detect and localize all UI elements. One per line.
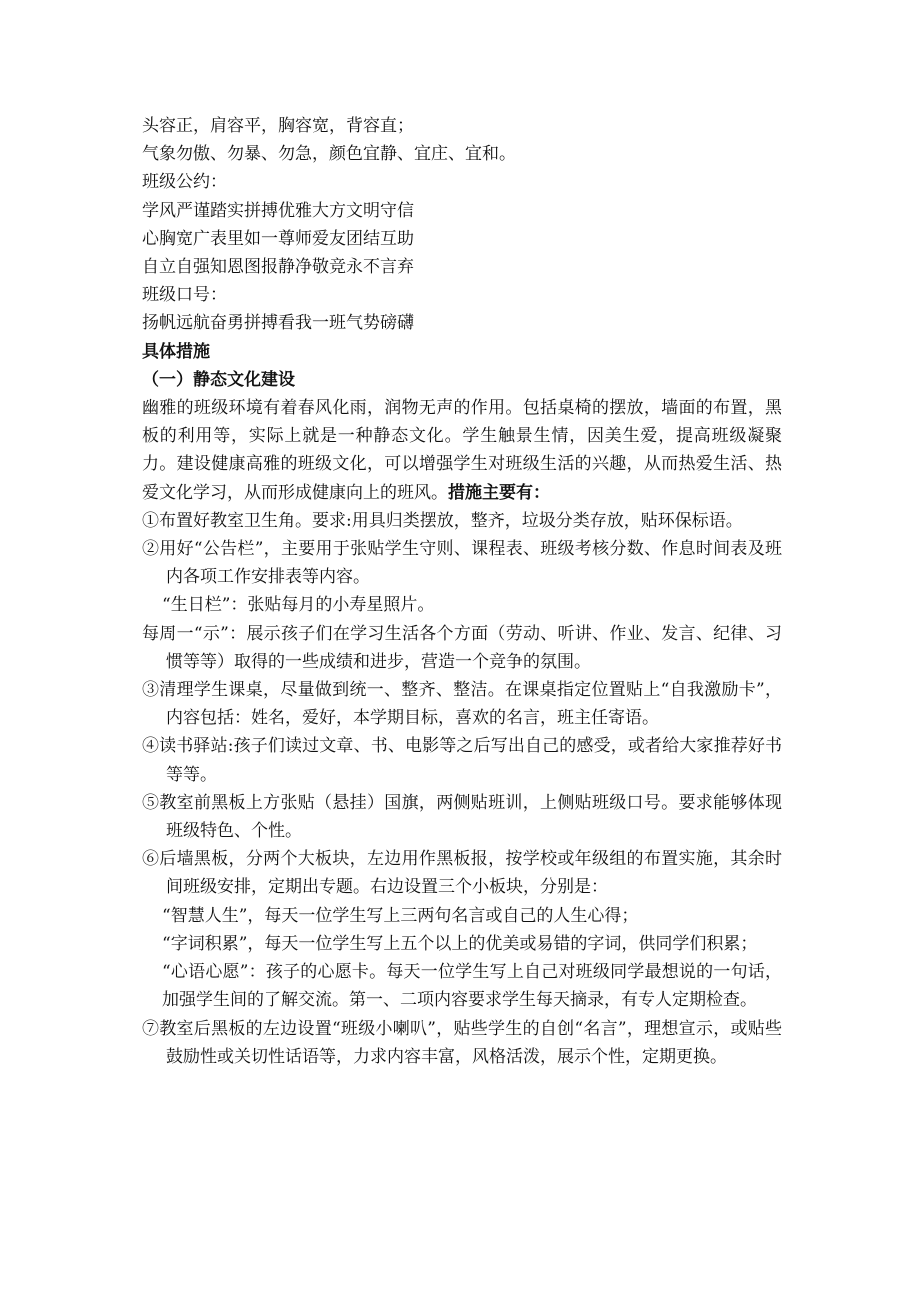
subsection-heading: （一）静态文化建设 — [142, 369, 295, 390]
birthday-board: “生日栏”：张贴每月的小寿星照片。 — [162, 595, 435, 616]
section-heading: 具体措施 — [142, 341, 210, 362]
text-line: 学风严谨踏实拼搏优雅大方文明守信 — [142, 200, 414, 221]
intro-paragraph-text: 幽雅的班级环境有着春风化雨，润物无声的作用。包括桌椅的摆放，墙面的布置，黑板的利用等，实际上就是一种静态文化。学生触景生情，因美生爱，提高班级凝聚力。建设健康高雅的班级文化，可以增强学生对班级生活的兴趣，从而热爱生活、热爱文化学习，从而形成健康向上的班风。 — [142, 398, 782, 503]
weekly-show: 每周一“示”：展示孩子们在学习生活各个方面（劳动、听讲、作业、发言、纪律、习惯等等）取得的一些成绩和进步，营造一个竞争的氛围。 — [142, 623, 782, 672]
item-4: ④读书驿站:孩子们读过文章、书、电影等之后写出自己的感受，或者给大家推荐好书等等。 — [142, 736, 782, 785]
item-6: ⑥后墙黑板，分两个大板块，左边用作黑板报，按学校或年级组的布置实施，其余时间班级安排，定期出专题。右边设置三个小板块，分别是： — [142, 849, 782, 898]
text-line: 气象勿傲、勿暴、勿急，颜色宜静、宜庄、宜和。 — [142, 144, 516, 165]
sub-item-wishes: “心语心愿”：孩子的心愿卡。每天一位学生写上自己对班级同学最想说的一句话，加强学生间的了解交流。第一、二项内容要求学生每天摘录，有专人定期检查。 — [162, 962, 782, 1011]
text-line: 头容正，肩容平，胸容宽，背容直； — [142, 116, 414, 136]
text-line: 自立自强知恩图报静净敬竞永不言弃 — [142, 257, 414, 278]
text-line: 班级公约： — [142, 172, 227, 193]
sub-item-words: “字词积累”，每天一位学生写上五个以上的优美或易错的字词，供同学们积累； — [162, 933, 758, 954]
item-2: ②用好“公告栏”，主要用于张贴学生守则、课程表、班级考核分数、作息时间表及班内各项工作安排表等内容。 — [142, 539, 782, 588]
document-page — [142, 112, 782, 1071]
text-line: 班级口号： — [142, 285, 227, 306]
sub-item-wisdom: “智慧人生”，每天一位学生写上三两句名言或自己的人生心得； — [162, 905, 639, 926]
intro-paragraph — [142, 394, 782, 507]
item-3: ③清理学生课桌，尽量做到统一、整齐、整洁。在课桌指定位置贴上“自我激励卡”，内容包括：姓名，爱好，本学期目标，喜欢的名言，班主任寄语。 — [142, 680, 782, 729]
measures-label: 措施主要有： — [448, 482, 550, 503]
item-1: ①布置好教室卫生角。要求:用具归类摆放，整齐，垃圾分类存放，贴环保标语。 — [142, 510, 743, 531]
text-line: 扬帆远航奋勇拼搏看我一班气势磅礴 — [142, 313, 414, 334]
text-line: 心胸宽广表里如一尊师爱友团结互助 — [142, 228, 414, 249]
item-7: ⑦教室后黑板的左边设置“班级小喇叭”，贴些学生的自创“名言”，理想宣示，或贴些鼓励性或关切性话语等，力求内容丰富，风格活泼，展示个性，定期更换。 — [142, 1018, 782, 1067]
item-5: ⑤教室前黑板上方张贴（悬挂）国旗，两侧贴班训，上侧贴班级口号。要求能够体现班级特色、个性。 — [142, 792, 782, 842]
